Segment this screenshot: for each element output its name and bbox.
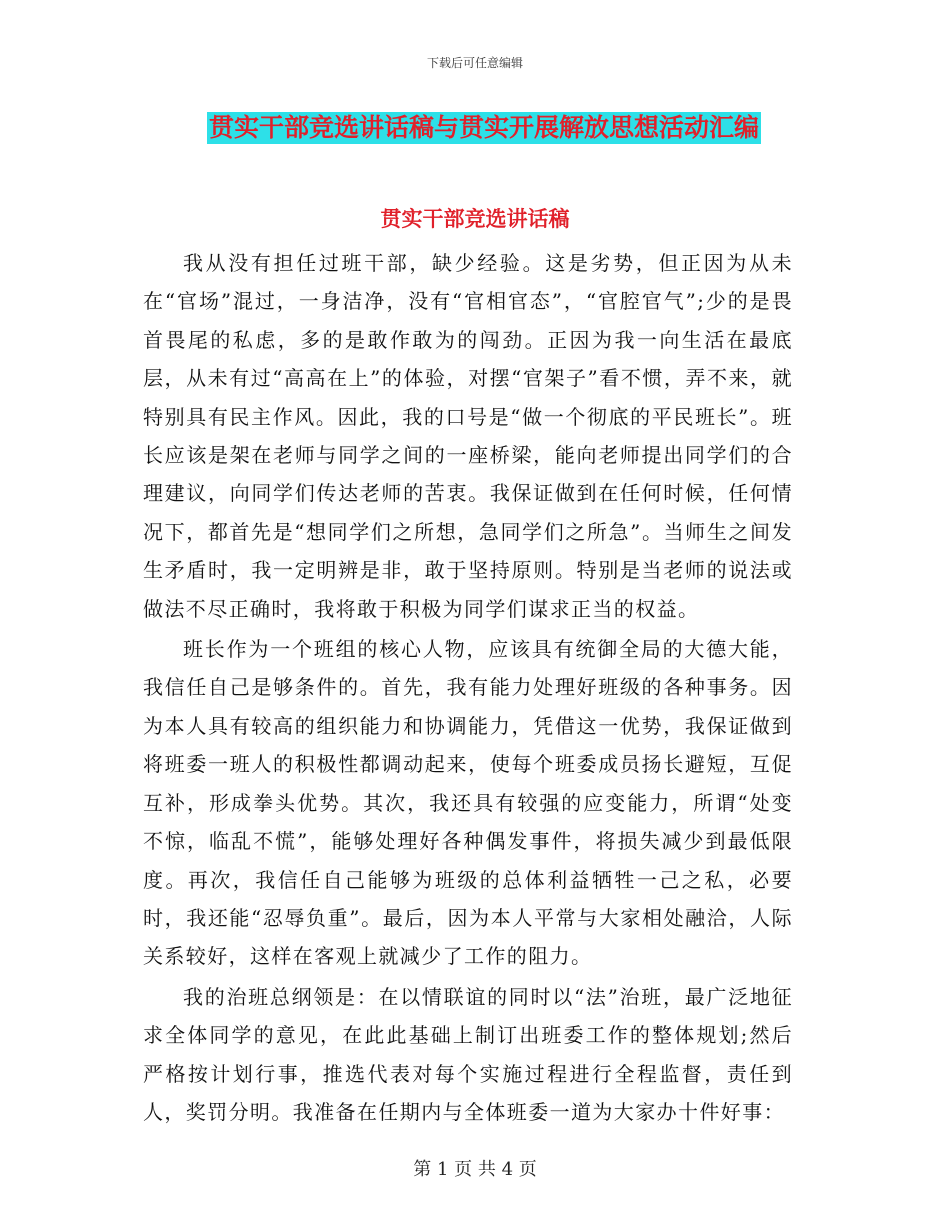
header-note: 下载后可任意编辑 [426,56,523,70]
page-suffix: 页 [518,1159,537,1180]
paragraph-2: 班长作为一个班组的核心人物，应该具有统御全局的大德大能，我信任自己是够条件的。首先，我有能力处理好班级的各种事务。因为本人具有较高的组织能力和协调能力，凭借这一优势，我保证做到将班委一班人的积极性都调动起来，使每个班委成员扬长避短，互促互补，形成拳头优势。其次，我还具有较强的应变能力，所谓“处变不惊，临乱不慌”，能够处理好各种偶发事件，将损失减少到最低限度。再次，我信任自己能够为班级的总体利益牺牲一己之私，必要时，我还能“忍辱负重”。最后，因为本人平常与大家相处融洽，人际关系较好，这样在客观上就减少了工作的阻力。 [143,637,793,969]
page-prefix: 第 [413,1159,432,1180]
page-middle: 页 共 [454,1159,496,1180]
document-main-title: 贯实干部竞选讲话稿与贯实开展解放思想活动汇编 [209,113,760,142]
document-body [143,244,793,1133]
page-number [0,1155,950,1181]
paragraph-3: 我的治班总纲领是：在以情联谊的同时以“法”治班，最广泛地征求全体同学的意见，在此此基础上制订出班委工作的整体规划;然后严格按计划行事，推选代表对每个实施过程进行全程监督，责任到人，奖罚分明。我准备在任期内与全体班委一道为大家办十件好事： [143,984,793,1124]
page-current: 1 [436,1159,449,1180]
page-total: 4 [501,1159,514,1180]
section-title: 贯实干部竞选讲话稿 [380,206,570,231]
paragraph-1: 我从没有担任过班干部，缺少经验。这是劣势，但正因为从未在“官场”混过，一身洁净，没有“官相官态”，“官腔官气”;少的是畏首畏尾的私虑，多的是敢作敢为的闯劲。正因为我一向生活在最底层，从未有过“高高在上”的体验，对摆“官架子”看不惯，弄不来，就特别具有民主作风。因此，我的口号是“做一个彻底的平民班长”。班长应该是架在老师与同学之间的一座桥梁，能向老师提出同学们的合理建议，向同学们传达老师的苦衷。我保证做到在任何时候，任何情况下，都首先是“想同学们之所想，急同学们之所急”。当师生之间发生矛盾时，我一定明辨是非，敢于坚持原则。特别是当老师的说法或做法不尽正确时，我将敢于积极为同学们谋求正当的权益。 [143,251,793,621]
